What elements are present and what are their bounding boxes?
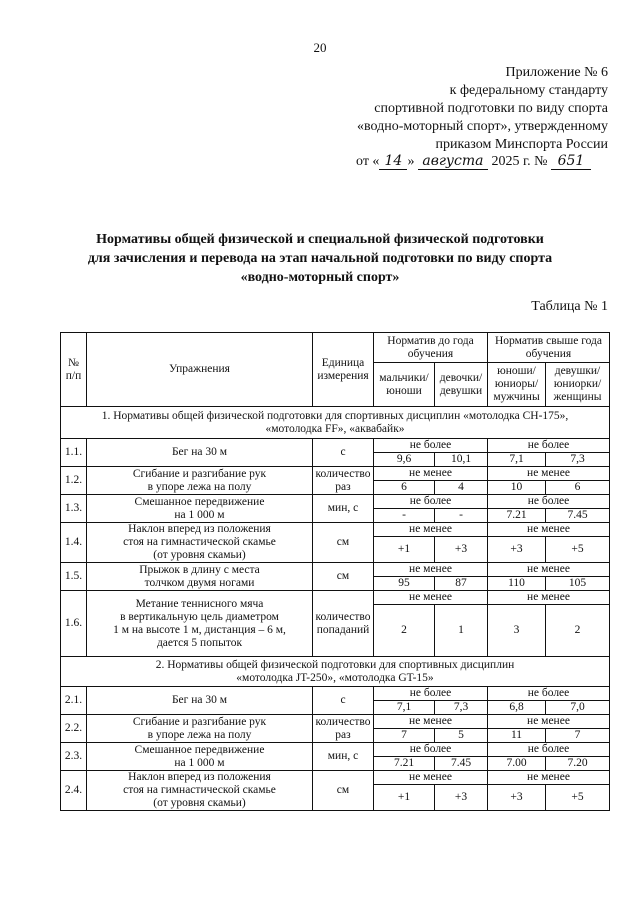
value-boys: 6 [374,481,435,495]
date-prefix: от « [356,154,380,169]
condition-after-first-year: не менее [488,523,610,537]
exercise-name: Смешанное передвижение на 1 000 м [87,743,313,771]
value-boys: 95 [374,577,435,591]
unit: с [313,687,374,715]
value-boys: 7.21 [374,757,435,771]
unit: см [313,771,374,811]
condition-after-first-year: не менее [488,563,610,577]
condition-after-first-year: не менее [488,467,610,481]
order-number: 651 [551,153,591,170]
value-girls: 87 [435,577,488,591]
value-youth-male: 7.21 [488,509,546,523]
condition-first-year: не более [374,687,488,701]
date-mid: » [407,154,415,169]
row-number: 1.4. [61,523,87,563]
page-number: 20 [313,40,327,55]
order-date-line [356,153,591,170]
unit: количество попаданий [313,591,374,657]
norms-table [60,332,610,811]
condition-first-year: не более [374,439,488,453]
header-num: № п/п [61,333,87,407]
value-youth-male: +3 [488,785,546,811]
value-youth-female: 2 [546,605,610,657]
document-title [60,230,580,287]
value-youth-female: 7,3 [546,453,610,467]
table-label: Таблица № 1 [531,299,608,314]
value-youth-female: 105 [546,577,610,591]
value-youth-male: 7.00 [488,757,546,771]
header-girls: девочки/ девушки [435,363,488,407]
value-youth-male: 10 [488,481,546,495]
value-girls: 1 [435,605,488,657]
header-group-after-first-year: Норматив свыше года обучения [488,333,610,363]
exercise-name: Метание теннисного мяча в вертикальную цель диаметром 1 м на высоте 1 м, дистанция – 6 м, дается 5 попыток [87,591,313,657]
value-youth-female: 6 [546,481,610,495]
condition-first-year: не менее [374,771,488,785]
header-exercise: Упражнения [87,333,313,407]
condition-first-year: не менее [374,591,488,605]
exercise-name: Наклон вперед из положения стоя на гимнастической скамье (от уровня скамьи) [87,771,313,811]
row-number: 2.1. [61,687,87,715]
exercise-name: Наклон вперед из положения стоя на гимнастической скамье (от уровня скамьи) [87,523,313,563]
unit: количество раз [313,467,374,495]
value-youth-male: 3 [488,605,546,657]
value-girls: +3 [435,785,488,811]
condition-after-first-year: не более [488,439,610,453]
value-boys: 7,1 [374,701,435,715]
condition-first-year: не более [374,743,488,757]
condition-after-first-year: не менее [488,771,610,785]
value-youth-female: +5 [546,537,610,563]
row-number: 1.3. [61,495,87,523]
value-girls: 5 [435,729,488,743]
header-unit: Единица измерения [313,333,374,407]
value-youth-male: 6,8 [488,701,546,715]
condition-after-first-year: не менее [488,715,610,729]
unit: мин, с [313,743,374,771]
condition-after-first-year: не более [488,495,610,509]
value-girls: 10,1 [435,453,488,467]
date-day: 14 [379,153,407,170]
exercise-name: Сгибание и разгибание рук в упоре лежа на полу [87,715,313,743]
unit: см [313,563,374,591]
value-boys: 7 [374,729,435,743]
value-youth-female: 7,0 [546,701,610,715]
header-group-first-year: Норматив до года обучения [374,333,488,363]
exercise-name: Бег на 30 м [87,439,313,467]
value-girls: +3 [435,537,488,563]
value-boys: 2 [374,605,435,657]
appendix-line-1: Приложение № 6 [505,65,608,80]
value-girls: 7.45 [435,757,488,771]
condition-first-year: не менее [374,715,488,729]
title-line: «водно-моторный спорт» [240,270,400,285]
exercise-name: Сгибание и разгибание рук в упоре лежа на полу [87,467,313,495]
value-youth-female: 7.45 [546,509,610,523]
exercise-name: Бег на 30 м [87,687,313,715]
condition-after-first-year: не более [488,743,610,757]
value-boys: +1 [374,537,435,563]
exercise-name: Прыжок в длину с места толчком двумя ногами [87,563,313,591]
condition-first-year: не более [374,495,488,509]
condition-first-year: не менее [374,467,488,481]
condition-first-year: не менее [374,563,488,577]
appendix-line-4: «водно-моторный спорт», утвержденному [357,119,608,134]
appendix-line-2: к федеральному стандарту [449,83,608,98]
date-year: 2025 г. № [491,154,548,169]
value-boys: +1 [374,785,435,811]
exercise-name: Смешанное передвижение на 1 000 м [87,495,313,523]
unit: см [313,523,374,563]
row-number: 1.5. [61,563,87,591]
row-number: 1.2. [61,467,87,495]
condition-first-year: не менее [374,523,488,537]
header-youth-male: юноши/ юниоры/ мужчины [488,363,546,407]
value-boys: 9,6 [374,453,435,467]
value-youth-female: 7.20 [546,757,610,771]
title-line: для зачисления и перевода на этап начальной подготовки по виду спорта [87,251,553,266]
value-youth-female: 7 [546,729,610,743]
date-month: августа [418,153,488,170]
appendix-line-3: спортивной подготовки по виду спорта [374,101,608,116]
unit: с [313,439,374,467]
row-number: 2.4. [61,771,87,811]
title-line: Нормативы общей физической и специальной физической подготовки [96,232,544,247]
value-boys: - [374,509,435,523]
unit: количество раз [313,715,374,743]
value-youth-female: +5 [546,785,610,811]
row-number: 2.3. [61,743,87,771]
section-title: 1. Нормативы общей физической подготовки для спортивных дисциплин «мотолодка СН-175», «мотолодка FF», «аквабайк» [61,407,610,439]
section-title: 2. Нормативы общей физической подготовки для спортивных дисциплин «мотолодка JT-250», «мотолодка GT-15» [61,657,610,687]
value-youth-male: 11 [488,729,546,743]
row-number: 2.2. [61,715,87,743]
appendix-line-5: приказом Минспорта России [435,137,608,152]
condition-after-first-year: не более [488,687,610,701]
value-youth-male: +3 [488,537,546,563]
value-youth-male: 110 [488,577,546,591]
condition-after-first-year: не менее [488,591,610,605]
value-youth-male: 7,1 [488,453,546,467]
value-girls: 7,3 [435,701,488,715]
value-girls: 4 [435,481,488,495]
unit: мин, с [313,495,374,523]
value-girls: - [435,509,488,523]
header-boys: мальчики/ юноши [374,363,435,407]
row-number: 1.1. [61,439,87,467]
header-youth-female: девушки/ юниорки/ женщины [546,363,610,407]
row-number: 1.6. [61,591,87,657]
